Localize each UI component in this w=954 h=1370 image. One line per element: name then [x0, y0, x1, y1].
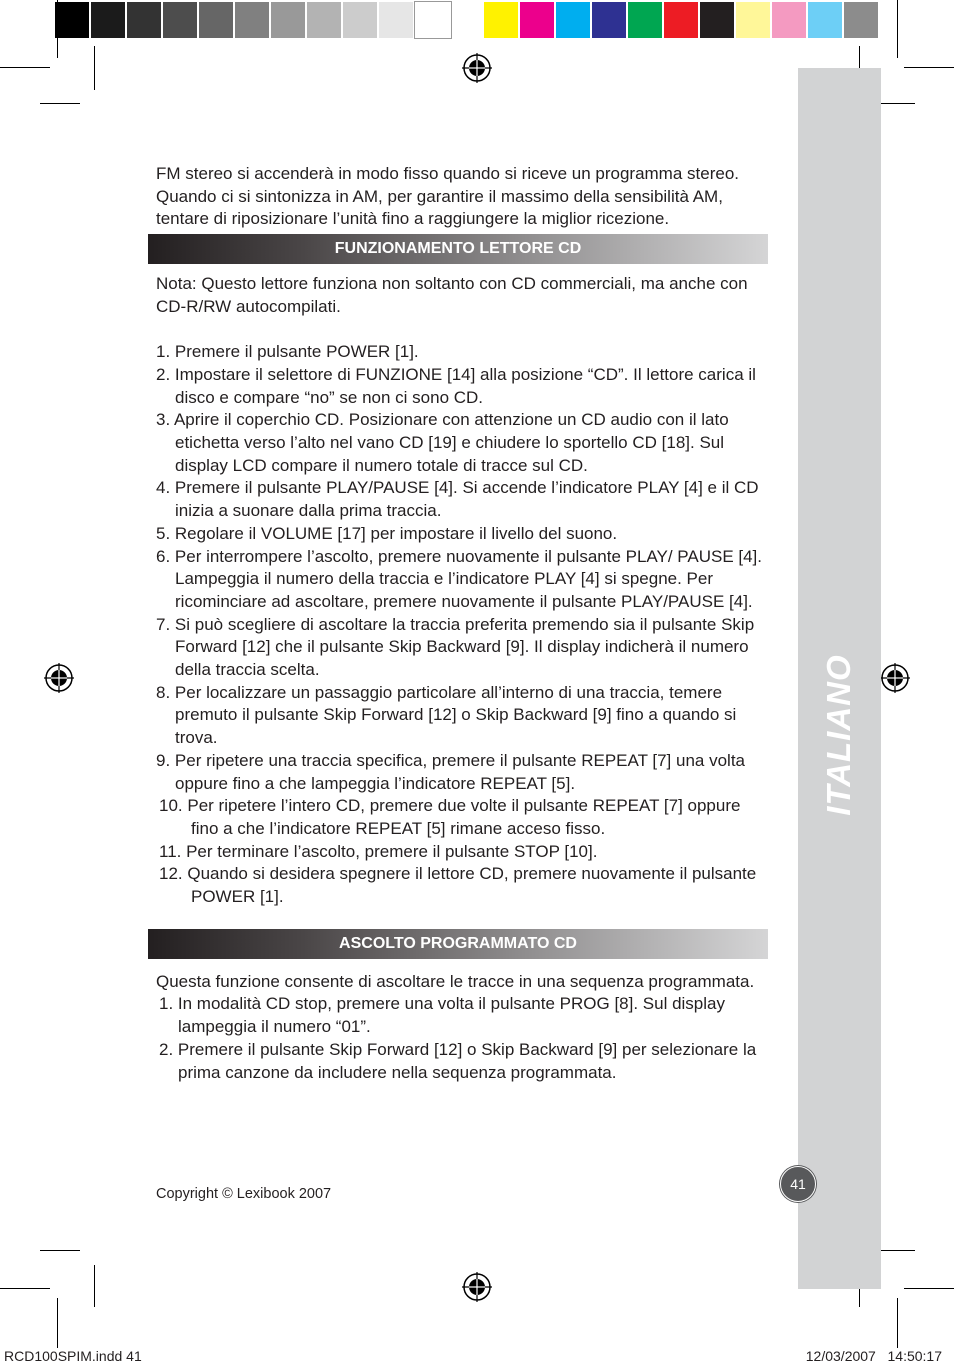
color-swatch [235, 2, 271, 38]
list-item: 4. Premere il pulsante PLAY/PAUSE [4]. Si accende l’indicatore PLAY [4] e il CD inizia a suonare dalla prima traccia. [156, 478, 759, 521]
list-item: 1. Premere il pulsante POWER [1]. [156, 342, 419, 362]
color-swatch [592, 2, 628, 38]
color-swatch [379, 2, 415, 38]
footer-filename: RCD100SPIM.indd 41 [4, 1348, 142, 1364]
color-swatch [556, 2, 592, 38]
color-swatch [127, 2, 163, 38]
section-header-programmed-play: ASCOLTO PROGRAMMATO CD [148, 929, 768, 959]
list-item: 10. Per ripetere l’intero CD, premere due volte il pulsante REPEAT [7] oppure fino a che l’indicatore REPEAT [5] rimane acceso fisso. [159, 796, 741, 838]
registration-mark-icon [880, 663, 910, 693]
programmed-steps [156, 993, 770, 1084]
color-swatch [736, 2, 772, 38]
color-swatch [307, 2, 343, 38]
list-item: 8. Per localizzare un passaggio particolare all’interno di una traccia, temere premuto il pulsante Skip Forward [12] o Skip Backward [9] fino a quando si trova. [156, 682, 737, 748]
list-item: 7. Si può scegliere di ascoltare la traccia preferita premendo sia il pulsante Skip Forward [12] che il pulsante Skip Backward [9]. Il display indicherà il numero della traccia scelta. [156, 614, 755, 680]
color-swatch [520, 2, 556, 38]
color-swatch [91, 2, 127, 38]
list-item: 5. Regolare il VOLUME [17] per impostare il livello del suono. [156, 523, 618, 543]
color-swatch [700, 2, 736, 38]
color-swatch [628, 2, 664, 38]
color-swatch [664, 2, 700, 38]
color-swatch [343, 2, 379, 38]
color-swatch [55, 2, 91, 38]
list-item: 11. Per terminare l’ascolto, premere il pulsante STOP [10]. [159, 841, 598, 861]
section-header-cd-player: FUNZIONAMENTO LETTORE CD [148, 234, 768, 264]
color-swatch [163, 2, 199, 38]
registration-mark-icon [462, 53, 492, 83]
color-swatch [271, 2, 307, 38]
color-swatch [415, 2, 451, 38]
page-number: 41 [780, 1166, 816, 1202]
note-paragraph: Nota: Questo lettore funziona non soltanto con CD commerciali, ma anche con CD-R/RW autocompilati. [156, 274, 748, 316]
color-swatch [772, 2, 808, 38]
list-item: 6. Per interrompere l’ascolto, premere nuovamente il pulsante PLAY/ PAUSE [4]. Lampeggia il numero della traccia e l’indicatore PLAY [4] si spegne. Per ricominciare ad ascoltare, premere nuovamente il pulsante PLAY/PAUSE [4]. [156, 546, 762, 611]
list-item: 1. In modalità CD stop, premere una volta il pulsante PROG [8]. Sul display lampeggia il numero “01”. [159, 994, 725, 1037]
registration-mark-icon [44, 663, 74, 693]
list-item: 2. Premere il pulsante Skip Forward [12] o Skip Backward [9] per selezionare la prima canzone da includere nella sequenza programmata. [159, 1039, 757, 1082]
gray-color-bar [55, 2, 451, 38]
intro-paragraph: FM stereo si accenderà in modo fisso quando si riceve un programma stereo. Quando ci si sintonizza in AM, per garantire il massimo della sensibilità AM, tentare di riposizionare l’unità fino a raggiungere la miglior ricezione. [156, 164, 739, 229]
color-swatch [484, 2, 520, 38]
color-swatch [808, 2, 844, 38]
color-swatch [199, 2, 235, 38]
list-item: 9. Per ripetere una traccia specifica, premere il pulsante REPEAT [7] una volta oppure fino a che lampeggia l’indicatore REPEAT [5]. [156, 750, 745, 793]
cd-player-steps [156, 341, 770, 909]
language-label: ITALIANO [820, 654, 857, 816]
footer-timestamp: 12/03/2007 14:50:17 [805, 1348, 942, 1364]
copyright-notice: Copyright © Lexibook 2007 [156, 1186, 332, 1202]
list-item: 2. Impostare il selettore di FUNZIONE [14] alla posizione “CD”. Il lettore carica il disco e compare “no” se non ci sono CD. [156, 364, 756, 407]
registration-mark-icon [462, 1272, 492, 1302]
list-item: 3. Aprire il coperchio CD. Posizionare con attenzione un CD audio con il lato etichetta verso l’alto nel vano CD [19] e chiudere lo sportello CD [18]. Sul display LCD compare il numero totale di tracce sul CD. [156, 410, 729, 475]
color-swatch [844, 2, 880, 38]
programmed-intro: Questa funzione consente di ascoltare le tracce in una sequenza programmata. [156, 971, 755, 991]
list-item: 12. Quando si desidera spegnere il lettore CD, premere nuovamente il pulsante POWER [1]. [159, 864, 757, 907]
process-color-bar [484, 2, 880, 38]
page-content [156, 163, 770, 1084]
